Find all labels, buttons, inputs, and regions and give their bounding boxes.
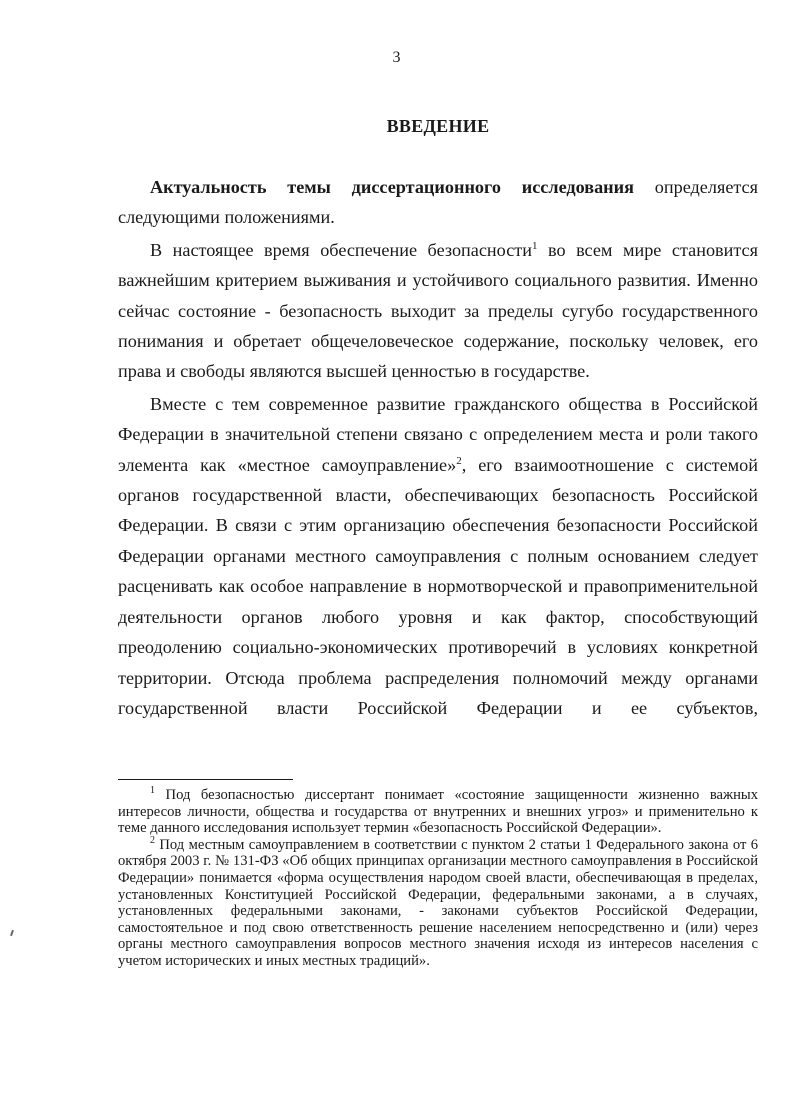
body-text xyxy=(118,172,758,723)
footnote-1-text: Под безопасностью диссертант понимает «состояние защищенности жизненно важных интересов личности, общества и государства от внутренних и внешних угроз» и применительно к теме данного исследования использует термин «безопасность Российской Федерации». xyxy=(118,787,758,837)
relevance-heading: Актуальность темы диссертационного исследования xyxy=(150,177,634,197)
page-title: ВВЕДЕНИЕ xyxy=(386,116,490,136)
relevance-text: определяется следующими положениями. xyxy=(118,177,758,228)
page-number: 3 xyxy=(392,49,401,66)
footnote-2-number: 2 xyxy=(150,834,155,846)
footnote-2-text: Под местным самоуправлением в соответствии с пунктом 2 статьи 1 Федерального закона от 6 октября 2003 г. № 131-ФЗ «Об общих принципах организации местного самоуправления в Российской Федерации» понимается «форма осуществления народом своей власти, обеспечивающая в пределах, установленных Конституцией Российской Федерации, федеральными законами, а в случаях, установленных федеральными законами, - законами субъектов Российской Федерации, самостоятельное и под свою ответственность решение населением непосредственно и (или) через органы местного самоуправления вопросов местного значения исходя из интересов населения с учетом исторических и иных местных традиций». xyxy=(118,836,758,969)
footnote-1-number: 1 xyxy=(150,785,155,797)
footnote-ref-2[interactable]: 2 xyxy=(456,454,462,467)
footnote-2 xyxy=(118,834,758,970)
security-text-end: во всем мире становится важнейшим критерием выживания и устойчивого социального развития. Именно сейчас состояние - безопасность выходит за пределы сугубо государственного понимания и обретает общечеловеческое содержание, поскольку человек, его права и свободы являются высшей ценностью в государстве. xyxy=(118,239,758,382)
self-government-text-start: Вместе с тем современное развитие гражданского общества в Российской Федерации в значительной степени связано с определением места и роли такого элемента как «местное самоуправление» xyxy=(118,393,758,475)
footnote-1 xyxy=(118,787,758,837)
footnote-separator xyxy=(118,779,293,780)
paragraph-self-government xyxy=(118,389,758,723)
security-text-start: В настоящее время обеспечение безопасности xyxy=(150,239,532,260)
footnotes xyxy=(118,787,758,970)
footnote-ref-1[interactable]: 1 xyxy=(531,239,538,252)
paragraph-security xyxy=(118,235,758,387)
scan-artifact xyxy=(10,930,14,936)
paragraph-relevance xyxy=(118,172,758,233)
self-government-text-end: , его взаимоотношение с системой органов государственной власти, обеспечивающих безопасность Российской Федерации. В связи с этим организацию обеспечения безопасности Российской Федерации органами местного самоуправления с полным основанием следует расценивать как особое направление в нормотворческой и правоприменительной деятельности органов любого уровня и как фактор, способствующий преодолению социально-экономических противоречий в условиях конкретной территории. Отсюда проблема распределения полномочий между органами государственной власти Российской Федерации и ее субъектов, xyxy=(118,454,758,718)
